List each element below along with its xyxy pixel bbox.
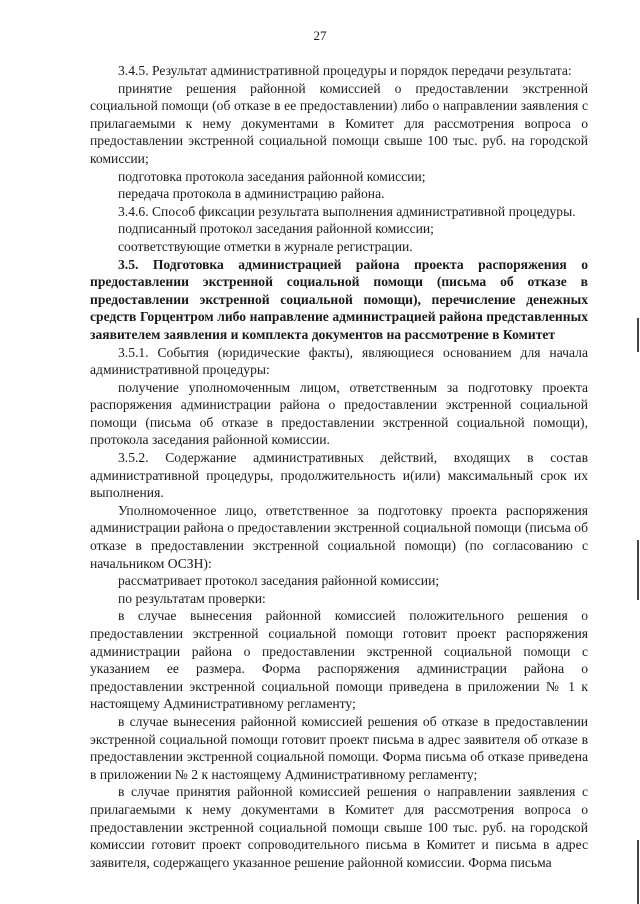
paragraph-3-4-5: 3.4.5. Результат административной процедуры и порядок передачи результата: xyxy=(118,63,572,78)
paragraph-positive-decision: в случае вынесения районной комиссией положительного решения о предоставлении экстренной социальной помощи готовит проект распоряжения администрации района о предоставлении экстренной социальной помощи с указанием ее размера. Форма распоряжения администрации района о предоставлении экстренной социальной помощи приведена в приложении № 1 к настоящему Административному регламенту; xyxy=(90,608,588,712)
paragraph-3-5-2: 3.5.2. Содержание административных действий, входящих в состав административной процедуры, продолжительность и(или) максимальный срок их выполнения. xyxy=(90,450,588,501)
paragraph-authorized-person: Уполномоченное лицо, ответственное за подготовку проекта распоряжения администрации района о предоставлении экстренной социальной помощи (письма об отказе в предоставлении экстренной социальной помощи) (по согласованию с начальником ОСЗН): xyxy=(90,502,588,571)
paragraph-protocol-transfer: передача протокола в администрацию района. xyxy=(118,186,385,202)
paragraph-reviews-protocol: рассматривает протокол заседания районной комиссии; xyxy=(118,573,440,589)
document-body xyxy=(90,62,588,871)
page-number: 27 xyxy=(313,28,327,43)
paragraph-refusal-decision: в случае вынесения районной комиссией решения об отказе в предоставлении экстренной социальной помощи готовит проект письма в адрес заявителя об отказе в предоставлении экстренной социальной помощи. Форма письма об отказе приведена в приложении № 2 к настоящему Административному регламенту; xyxy=(90,713,588,782)
paragraph-protocol-prep: подготовка протокола заседания районной комиссии; xyxy=(118,168,426,184)
paragraph-receipt-protocol: получение уполномоченным лицом, ответственным за подготовку проекта распоряжения администрации района о предоставлении экстренной социальной помощи (письма об отказе в предоставлении экстренной социальной помощи), протокола заседания районной комиссии. xyxy=(90,379,588,448)
scan-edge-mark xyxy=(637,840,639,904)
paragraph-committee-referral: в случае принятия районной комиссией решения о направлении заявления с прилагаемыми к нему документами в Комитет для рассмотрения вопроса о предоставлении экстренной социальной помощи свыше 100 тыс. руб. на городской комиссии готовит проект сопроводительного письма в Комитет и письма в адрес заявителя, содержащего указанное решение районной комиссии. Форма письма xyxy=(90,784,588,870)
paragraph-3-5-1: 3.5.1. События (юридические факты), являющиеся основанием для начала административной процедуры: xyxy=(90,344,588,378)
scan-edge-mark xyxy=(637,540,639,600)
paragraph-signed-protocol: подписанный протокол заседания районной комиссии; xyxy=(118,221,434,237)
section-heading-3-5: 3.5. Подготовка администрацией района проекта распоряжения о предоставлении экстренной социальной помощи (письма об отказе в предоставлении экстренной социальной помощи), перечисление денежных средств Горцентром либо направление администрацией района представленных заявителем заявления и комплекта документов на рассмотрение в Комитет xyxy=(90,256,588,342)
scan-edge-mark xyxy=(637,318,639,352)
paragraph-3-4-6: 3.4.6. Способ фиксации результата выполнения административной процедуры. xyxy=(118,203,576,219)
paragraph-check-results: по результатам проверки: xyxy=(118,590,266,606)
paragraph-decision-result: принятие решения районной комиссией о предоставлении экстренной социальной помощи (об отказе в ее предоставлении) либо о направлении заявления с прилагаемыми к нему документами в Комитет для рассмотрения вопроса о предоставлении экстренной социальной помощи свыше 100 тыс. руб. на городской комиссии; xyxy=(90,80,588,166)
paragraph-journal-marks: соответствующие отметки в журнале регистрации. xyxy=(118,238,413,254)
